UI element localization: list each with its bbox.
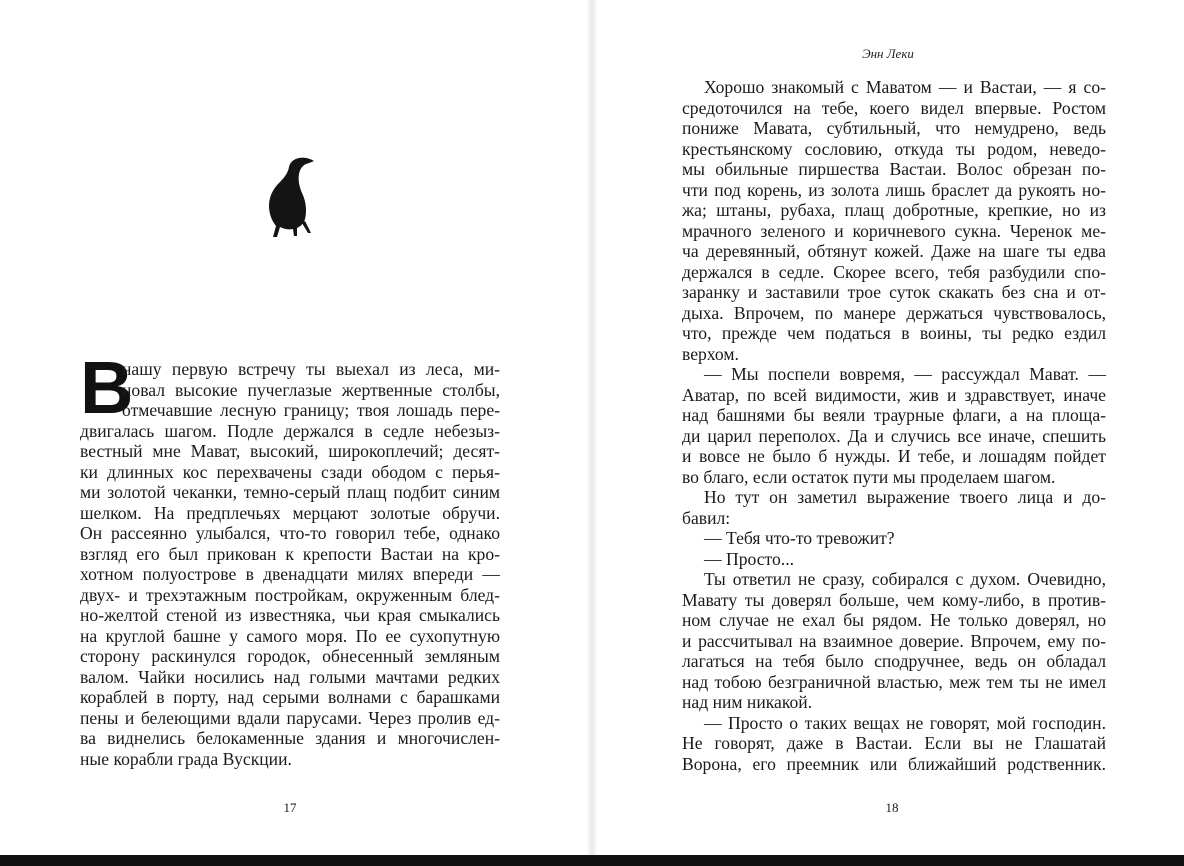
book-gutter xyxy=(586,0,598,856)
text-line: но-желтой стеной из известняка, чьи края смыкались xyxy=(80,605,500,625)
text-line: держался в седле. Скорее всего, тебя разбудили спо- xyxy=(682,261,1106,282)
drop-cap: В xyxy=(80,346,134,429)
text-line: взгляд его был прикован к крепости Вастаи на кро- xyxy=(80,543,500,564)
text-line: ди царил переполох. Да и случись все иначе, спешить xyxy=(682,425,1106,446)
text-line: — Тебя что-то тревожит? xyxy=(704,528,895,548)
text-line: жа; штаны, рубаха, плащ добротные, крепкие, но из xyxy=(682,200,1106,220)
right-page-text xyxy=(682,77,1106,774)
text-line: во благо, если остаток пути мы проделаем шагом. xyxy=(682,466,1056,487)
text-line: ные корабли града Вускции. xyxy=(80,748,292,769)
text-line: кораблей в порту, над серыми волнами с барашками xyxy=(80,687,500,707)
text-line: крестьянскому сословию, откуда ты родом, неведо- xyxy=(682,138,1106,159)
text-line: вестный мне Мават, высокий, широкоплечий; десят- xyxy=(80,441,500,461)
page-number-left: 17 xyxy=(283,800,297,815)
text-line: ном случае не ехал бы рядом. Не только доверял, но xyxy=(682,610,1106,630)
raven-icon xyxy=(264,153,316,239)
text-line: мрачного зеленого и коричневого сукна. Черенок ме- xyxy=(682,220,1106,241)
text-line: чти под корень, из золота лишь браслет да рукоять но- xyxy=(682,179,1106,200)
text-line: средоточился на тебе, коего видел впервые. Ростом xyxy=(682,97,1106,118)
text-line: ча деревянный, обтянут кожей. Даже на шаге ты едва xyxy=(682,241,1106,261)
text-line: отмечавшие лесную границу; твоя лошадь пере- xyxy=(122,400,500,420)
text-line: лагаться на тебя было сподручнее, ведь он обладал xyxy=(682,651,1106,671)
text-line: ми золотой чеканки, темно-серый плащ подбит синим xyxy=(80,482,500,502)
text-line: ки длинных кос перехвачены сзади ободом с перья- xyxy=(80,461,500,482)
text-line: мы обильные пиршества Вастаи. Волос обрезан по- xyxy=(682,159,1106,179)
text-line: заранку и заставили трое суток скакать без сна и от- xyxy=(682,282,1106,302)
text-line: ва виднелись белокаменные здания и многочислен- xyxy=(80,728,500,748)
text-line: валом. Чайки носились над голыми мачтами редких xyxy=(80,666,500,687)
text-line: Хорошо знакомый с Маватом — и Вастаи, — я со- xyxy=(704,77,1106,97)
text-line: новал высокие пучеглазые жертвенные столбы, xyxy=(122,379,500,400)
left-page-text xyxy=(80,346,500,769)
text-line: нашу первую встречу ты выехал из леса, ми- xyxy=(122,359,500,379)
text-line: над башнями бы веяли траурные флаги, а на площа- xyxy=(682,405,1106,425)
text-line: сторону раскинулся городок, обнесенный земляным xyxy=(80,646,500,666)
text-line: дыха. Впрочем, по манере держаться чувствовалось, xyxy=(682,302,1106,323)
text-line: Ты ответил не сразу, собирался с духом. Очевидно, xyxy=(704,569,1106,589)
text-line: — Просто о таких вещах не говорят, мой господин. xyxy=(704,712,1106,733)
page-number-right: 18 xyxy=(885,800,899,815)
text-line: пены и белеющими вдали парусами. Через пролив ед- xyxy=(80,707,500,728)
text-line: верхом. xyxy=(682,343,739,364)
text-line: Но тут он заметил выражение твоего лица и до- xyxy=(704,487,1106,507)
text-line: над ним никакой. xyxy=(682,692,813,712)
text-line: двигалась шагом. Подле держался в седле небезыз- xyxy=(80,420,500,441)
text-line: Не говорят, даже в Вастаи. Если вы не Глашатай xyxy=(682,733,1106,753)
text-line: и вовсе не было б нужды. И тебе, и лошадям пойдет xyxy=(682,446,1106,466)
text-line: — Просто... xyxy=(704,548,794,569)
text-line: Мавату ты доверял больше, чем кому-либо, в против- xyxy=(682,589,1106,610)
bottom-edge xyxy=(0,855,1184,866)
text-line: Аватар, по всей видимости, жив и здравствует, иначе xyxy=(682,384,1106,405)
text-line: Ворона, его преемник или ближайший родственник. xyxy=(682,753,1106,774)
text-line: двух- и трехэтажным постройкам, окруженным блед- xyxy=(80,584,500,605)
text-line: Он рассеянно улыбался, что-то говорил тебе, однако xyxy=(80,523,500,543)
text-line: бавил: xyxy=(682,507,731,528)
text-line: и рассчитывал на взаимное доверие. Впрочем, ему по- xyxy=(682,630,1106,651)
text-line: — Мы поспели вовремя, — рассуждал Мават. — xyxy=(704,364,1106,384)
text-line: пониже Мавата, субтильный, что немудрено, ведь xyxy=(682,118,1106,138)
text-line: хотном полуострове в двенадцати милях впереди — xyxy=(80,564,500,584)
text-line: на круглой башне у самого моря. По ее сухопутную xyxy=(80,625,500,646)
running-head: Энн Леки xyxy=(862,46,914,61)
text-line: шелком. На предплечьях мерцают золотые обручи. xyxy=(80,502,500,523)
text-line: над тобою безграничной властью, меж тем ты не имел xyxy=(682,671,1106,692)
text-line: что, прежде чем податься в воины, ты редко ездил xyxy=(682,323,1106,343)
